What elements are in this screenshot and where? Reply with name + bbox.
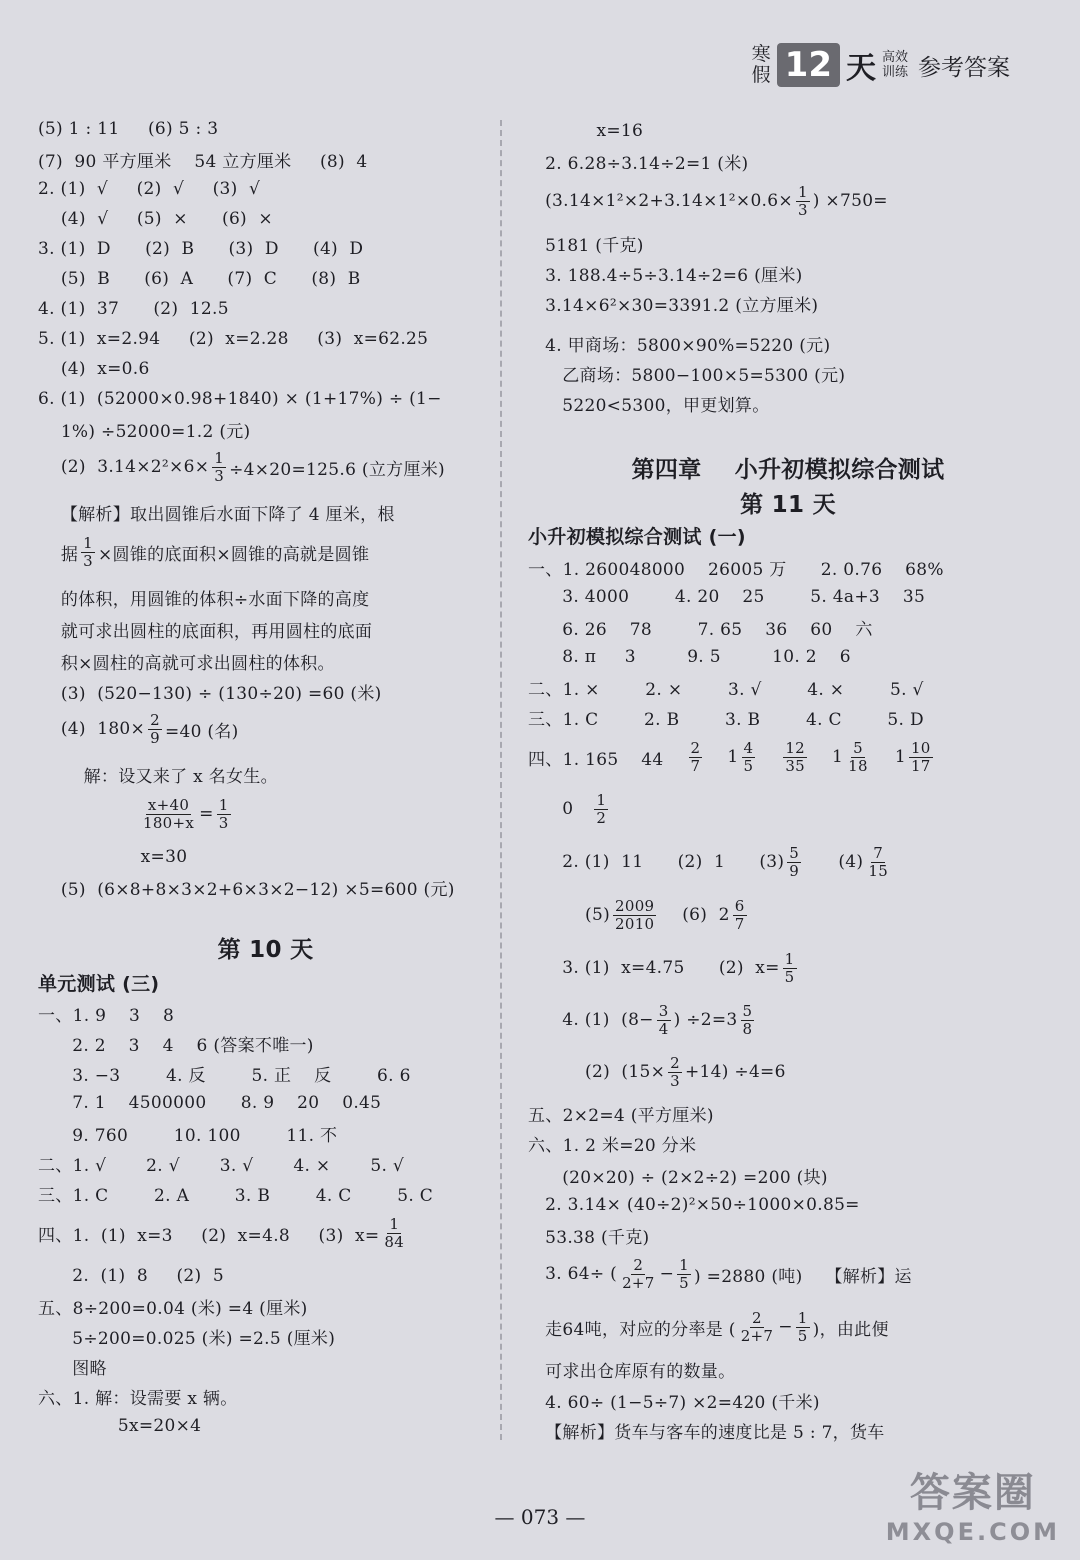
answer-line: 4. (1) (8− $\frac{3}{4}$ ) ÷2=3 $\frac{5}{8}$ [528,1001,753,1038]
fraction: $\frac{2}{3}$ [670,1053,680,1090]
answer-line: (3) (520−130) ÷ (130÷20) =60 (米) [38,683,382,704]
fraction: $\frac{5}{8}$ [742,1001,753,1038]
answer-line: 6. 26 78 7. 65 36 60 六 [528,619,873,640]
header-days-number: 12 [777,43,840,87]
subsection-title: 单元测试 (三) [38,972,160,995]
header-reference-answers: 参考答案 [918,54,1010,81]
answer-line: 8. π 3 9. 5 10. 2 6 [528,647,851,667]
header-efficient-training: 高效 训练 [881,50,908,80]
answer-line: (5) 1 : 11 (6) 5 : 3 [38,119,219,139]
answer-line: 2. 3.14× (40÷2)²×50÷1000×0.85= [528,1195,860,1215]
answer-line: (7) 90 平方厘米 54 立方厘米 (8) 4 [38,151,368,172]
answer-line: 3. 4000 4. 20 25 5. 4a+3 35 [528,587,926,607]
answer-line: 3. 188.4÷5÷3.14÷2=6 (厘米) [528,265,803,286]
chapter-title: 第四章 小升初模拟综合测试 [631,456,945,483]
answer-line: 0 $\frac{1}{2}$ [528,790,607,827]
answer-line: 3. 64÷ ( $\frac{2}{2+7}$ − $\frac{1}{5}$ ) =2880 (吨) 【解析】运 [528,1255,912,1292]
answer-line: 5÷200=0.025 (米) =2.5 (厘米) [38,1328,336,1349]
header-winter-holiday: 寒 假 [751,43,771,86]
answer-line: (2) 3.14×2²×6× $\frac{1}{3}$ ÷4×20=125.6 (立方厘米) [38,448,445,485]
answer-line: 四、1. (1) x=3 (2) x=4.8 (3) x= $\frac{1}{84}$ [38,1214,405,1251]
answer-line: (4) √ (5) × (6) × [38,209,273,229]
answer-line: (3.14×1²×2+3.14×1²×0.6× $\frac{1}{3}$ ) ×750= [528,182,888,219]
analysis-line: 据 $\frac{1}{3}$ ×圆锥的底面积×圆锥的高就是圆锥 [38,533,370,570]
answer-line: (5) (6×8+8×3×2+6×3×2−12) ×5=600 (元) [38,879,455,900]
answer-line: 5220<5300，甲更划算。 [528,395,770,416]
equation-line: $\frac{x+40}{180+x}$ = $\frac{1}{3}$ [143,795,229,832]
fraction: $\frac{1}{5}$ [784,949,795,986]
fraction: $\frac{1}{84}$ [384,1214,405,1251]
fraction: $\frac{3}{4}$ [658,1001,669,1038]
answer-line: 9. 760 10. 100 11. 不 [38,1125,338,1146]
answer-line: 六、1. 2 米=20 分米 [528,1135,697,1156]
fraction: $\frac{12}{35}$ [785,738,806,775]
fraction: $\frac{2}{2+7}$ [622,1255,655,1292]
answer-line: 解：设又来了 x 名女生。 [38,766,278,787]
answer-line: 5x=20×4 [38,1416,202,1436]
answer-line: 5181 (千克) [528,235,644,256]
answer-line: 四、1. 165 44 $\frac{2}{7}$ 1 $\frac{4}{5}$ $\frac{12}{35}$ 1 $\frac{5}{18}$ 1 $\frac{10}{17}$ [528,738,931,775]
answer-line: 2. (1) √ (2) √ (3) √ [38,179,261,199]
fraction: $\frac{1}{3}$ [83,533,93,570]
answer-line: 一、1. 9 3 8 [38,1005,175,1026]
answer-line: (20×20) ÷ (2×2÷2) =200 (块) [528,1167,828,1188]
answer-line: 4. 60÷ (1−5÷7) ×2=420 (千米) [528,1392,820,1413]
fraction: $\frac{2009}{2010}$ [615,896,655,933]
watermark-logo: 答案圈 MXQE.COM [885,1470,1060,1546]
fraction: $\frac{2}{7}$ [690,738,701,775]
answer-line: 三、1. C 2. B 3. B 4. C 5. D [528,709,924,730]
fraction: $\frac{2}{9}$ [150,710,160,747]
fraction: $\frac{10}{17}$ [910,738,931,775]
fraction: $\frac{4}{5}$ [743,738,754,775]
answer-line: 六、1. 解：设需要 x 辆。 [38,1388,238,1409]
answer-line: 五、2×2=4 (平方厘米) [528,1105,714,1126]
subsection-title: 小升初模拟综合测试 (一) [528,525,746,548]
fraction: $\frac{6}{7}$ [734,896,745,933]
fraction: $\frac{1}{3}$ [797,182,808,219]
answer-line: x=16 [528,121,644,141]
analysis-line: 积×圆柱的高就可求出圆柱的体积。 [38,653,335,674]
answer-line: 5. (1) x=2.94 (2) x=2.28 (3) x=62.25 [38,329,429,349]
answer-line: 6. (1) (52000×0.98+1840) × (1+17%) ÷ (1− [38,389,442,409]
answer-line: 2. 2 3 4 6 (答案不唯一) [38,1035,314,1056]
answer-line: 1%) ÷52000=1.2 (元) [38,421,251,442]
fraction: $\frac{1}{2}$ [596,790,607,827]
book-header [752,36,1010,94]
answer-line: 3. (1) D (2) B (3) D (4) D [38,239,364,259]
answer-line: 图略 [38,1358,107,1379]
answer-line: 4. (1) 37 (2) 12.5 [38,299,229,319]
answer-line: 7. 1 4500000 8. 9 20 0.45 [38,1093,382,1113]
fraction: $\frac{1}{5}$ [797,1308,808,1345]
answer-line: 三、1. C 2. A 3. B 4. C 5. C [38,1185,434,1206]
header-day-char: 天 [845,51,876,86]
answer-line: (4) 180× $\frac{2}{9}$ =40 (名) [38,710,239,747]
section-title-day10: 第 10 天 [217,936,314,963]
analysis-line: 【解析】货车与客车的速度比是 5 : 7，货车 [528,1422,885,1443]
fraction: $\frac{x+40}{180+x}$ [143,795,195,832]
answer-line: 3. (1) x=4.75 (2) x= $\frac{1}{5}$ [528,949,795,986]
answer-line: x=30 [38,847,188,867]
answer-line: 五、8÷200=0.04 (米) =4 (厘米) [38,1298,308,1319]
answer-line: 二、1. √ 2. √ 3. √ 4. × 5. √ [38,1155,404,1176]
answer-line: 2. 6.28÷3.14÷2=1 (米) [528,153,749,174]
fraction: $\frac{1}{5}$ [679,1255,690,1292]
answer-line: 3.14×6²×30=3391.2 (立方厘米) [528,295,819,316]
fraction: $\frac{7}{15}$ [868,843,889,880]
fraction: $\frac{1}{3}$ [214,448,225,485]
analysis-line: 的体积，用圆锥的体积÷水面下降的高度 [38,589,370,610]
answer-line: 一、1. 260048000 26005 万 2. 0.76 68% [528,559,944,580]
answer-line: 走64吨，对应的分率是 ( $\frac{2}{2+7}$ − $\frac{1}{5}$ )，由此便 [528,1308,889,1345]
fraction: $\frac{5}{9}$ [789,843,800,880]
section-title-day11: 第 11 天 [740,491,836,518]
answer-line: 2. (1) 11 (2) 1 (3) $\frac{5}{9}$ (4) $\frac{7}{15}$ [528,843,889,880]
answer-line: (5) $\frac{2009}{2010}$ (6) 2 $\frac{6}{7}$ [528,896,745,933]
answer-line: 可求出仓库原有的数量。 [528,1361,736,1382]
column-divider [500,120,502,1440]
analysis-line: 就可求出圆柱的底面积，再用圆柱的底面 [38,621,373,642]
analysis-line: 【解析】取出圆锥后水面下降了 4 厘米，根 [38,504,395,525]
answer-line: (4) x=0.6 [38,359,150,379]
answer-line: (5) B (6) A (7) C (8) B [38,269,361,289]
answer-line: 乙商场：5800−100×5=5300 (元) [528,365,846,386]
answer-line: 4. 甲商场：5800×90%=5220 (元) [528,335,831,356]
answer-line: (2) (15× $\frac{2}{3}$ +14) ÷4=6 [528,1053,786,1090]
page-number: — 073 — [494,1505,586,1529]
answer-line: 53.38 (千克) [528,1227,650,1248]
answer-line: 2. (1) 8 (2) 5 [38,1266,224,1286]
answer-line: 二、1. × 2. × 3. √ 4. × 5. √ [528,679,924,700]
fraction: $\frac{5}{18}$ [848,738,868,775]
answer-line: 3. −3 4. 反 5. 正 反 6. 6 [38,1065,411,1086]
fraction: $\frac{1}{3}$ [218,795,229,832]
fraction: $\frac{2}{2+7}$ [740,1308,774,1345]
